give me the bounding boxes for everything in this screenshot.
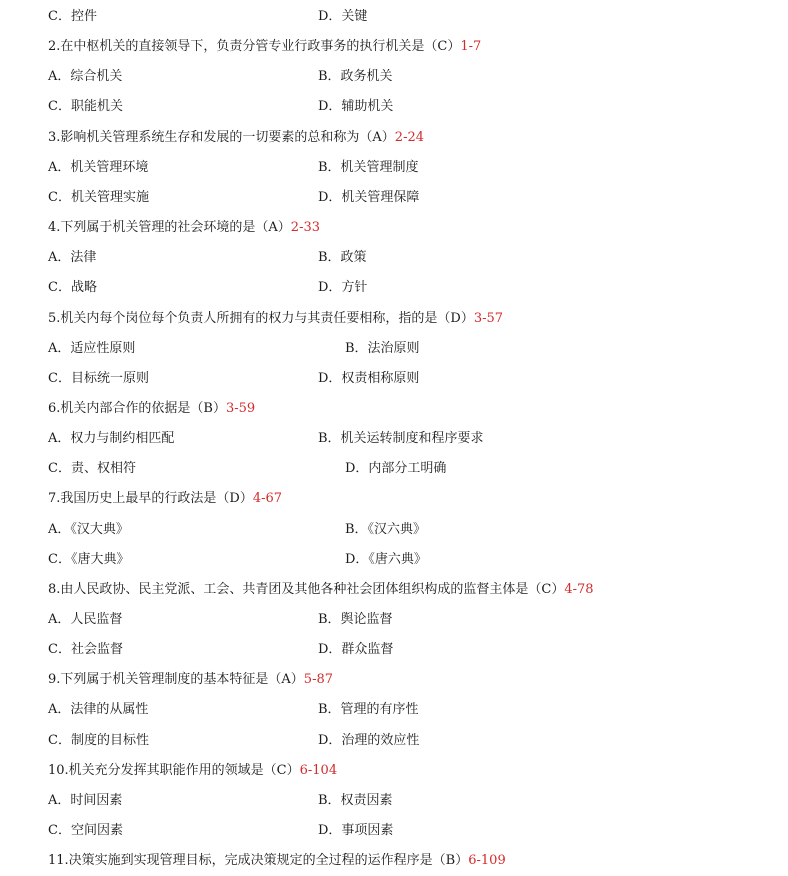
option-left: C．目标统一原则	[48, 371, 149, 386]
option-right: B．机关运转制度和程序要求	[318, 431, 484, 446]
page-reference: 3-57	[473, 311, 504, 326]
question-stem	[48, 491, 282, 507]
page-reference: 2-24	[394, 130, 425, 145]
option-right: B．政务机关	[318, 69, 393, 84]
question-stem	[48, 853, 506, 869]
option-left: A．机关管理环境	[48, 160, 149, 175]
question-stem	[48, 763, 337, 779]
page-reference: 6-104	[299, 763, 338, 778]
option-left: A．法律的从属性	[48, 702, 149, 717]
option-right: D．权责相称原则	[318, 371, 420, 386]
question-stem	[48, 672, 333, 688]
option-left: A．时间因素	[48, 793, 123, 808]
option-right: B．舆论监督	[318, 612, 393, 627]
question-stem	[48, 39, 481, 55]
option-left: A．综合机关	[48, 69, 123, 84]
option-right: B．《汉六典》	[345, 522, 427, 537]
option-left: C．机关管理实施	[48, 190, 149, 205]
option-left: A．人民监督	[48, 612, 123, 627]
question-text: 6.机关内部合作的依据是（B）	[48, 401, 226, 416]
question-stem	[48, 220, 320, 236]
option-left: A．适应性原则	[48, 341, 136, 356]
option-left: A．法律	[48, 250, 97, 265]
option-left: C．控件	[48, 9, 97, 24]
question-text: 3.影响机关管理系统生存和发展的一切要素的总和称为（A）	[48, 130, 395, 145]
page-reference: 5-87	[303, 672, 334, 687]
option-right: D．群众监督	[318, 642, 394, 657]
question-text: 9.下列属于机关管理制度的基本特征是（A）	[48, 672, 304, 687]
option-right: D．内部分工明确	[345, 461, 447, 476]
option-left: C．制度的目标性	[48, 733, 149, 748]
question-text: 4.下列属于机关管理的社会环境的是（A）	[48, 220, 291, 235]
option-left: C．空间因素	[48, 823, 123, 838]
option-right: D．《唐六典》	[345, 552, 427, 567]
question-text: 11.决策实施到实现管理目标，完成决策规定的全过程的运作程序是（B）	[48, 853, 469, 868]
option-left: C．职能机关	[48, 99, 123, 114]
page-reference: 4-78	[564, 582, 594, 597]
question-text: 10.机关充分发挥其职能作用的领域是（C）	[48, 763, 300, 778]
question-text: 2.在中枢机关的直接领导下，负责分管专业行政事务的执行机关是（C）	[48, 39, 461, 54]
option-right: B．政策	[318, 250, 367, 265]
question-stem	[48, 130, 424, 146]
question-text: 8.由人民政协、民主党派、工会、共青团及其他各种社会团体组织构成的监督主体是（C）	[48, 582, 565, 597]
question-stem	[48, 311, 503, 327]
option-right: D．关键	[318, 9, 368, 24]
option-left: C．责、权相符	[48, 461, 136, 476]
page-reference: 6-109	[468, 853, 506, 868]
option-right: B．权责因素	[318, 793, 393, 808]
page-reference: 2-33	[290, 220, 321, 235]
question-stem	[48, 582, 594, 598]
option-right: B．法治原则	[345, 341, 420, 356]
option-right: D．事项因素	[318, 823, 394, 838]
option-left: C．社会监督	[48, 642, 123, 657]
question-text: 7.我国历史上最早的行政法是（D）	[48, 491, 253, 506]
option-right: D．方针	[318, 280, 368, 295]
option-right: D．辅助机关	[318, 99, 394, 114]
option-left: A．《汉大典》	[48, 522, 129, 537]
option-right: B．管理的有序性	[318, 702, 419, 717]
option-right: D．治理的效应性	[318, 733, 420, 748]
option-left: A．权力与制约相匹配	[48, 431, 175, 446]
question-text: 5.机关内每个岗位每个负责人所拥有的权力与其责任要相称，指的是（D）	[48, 311, 474, 326]
page-reference: 1-7	[460, 39, 482, 54]
option-left: C．战略	[48, 280, 97, 295]
question-stem	[48, 401, 255, 417]
page-reference: 3-59	[225, 401, 256, 416]
option-left: C．《唐大典》	[48, 552, 130, 567]
option-right: D．机关管理保障	[318, 190, 420, 205]
page-reference: 4-67	[252, 491, 283, 506]
option-right: B．机关管理制度	[318, 160, 419, 175]
